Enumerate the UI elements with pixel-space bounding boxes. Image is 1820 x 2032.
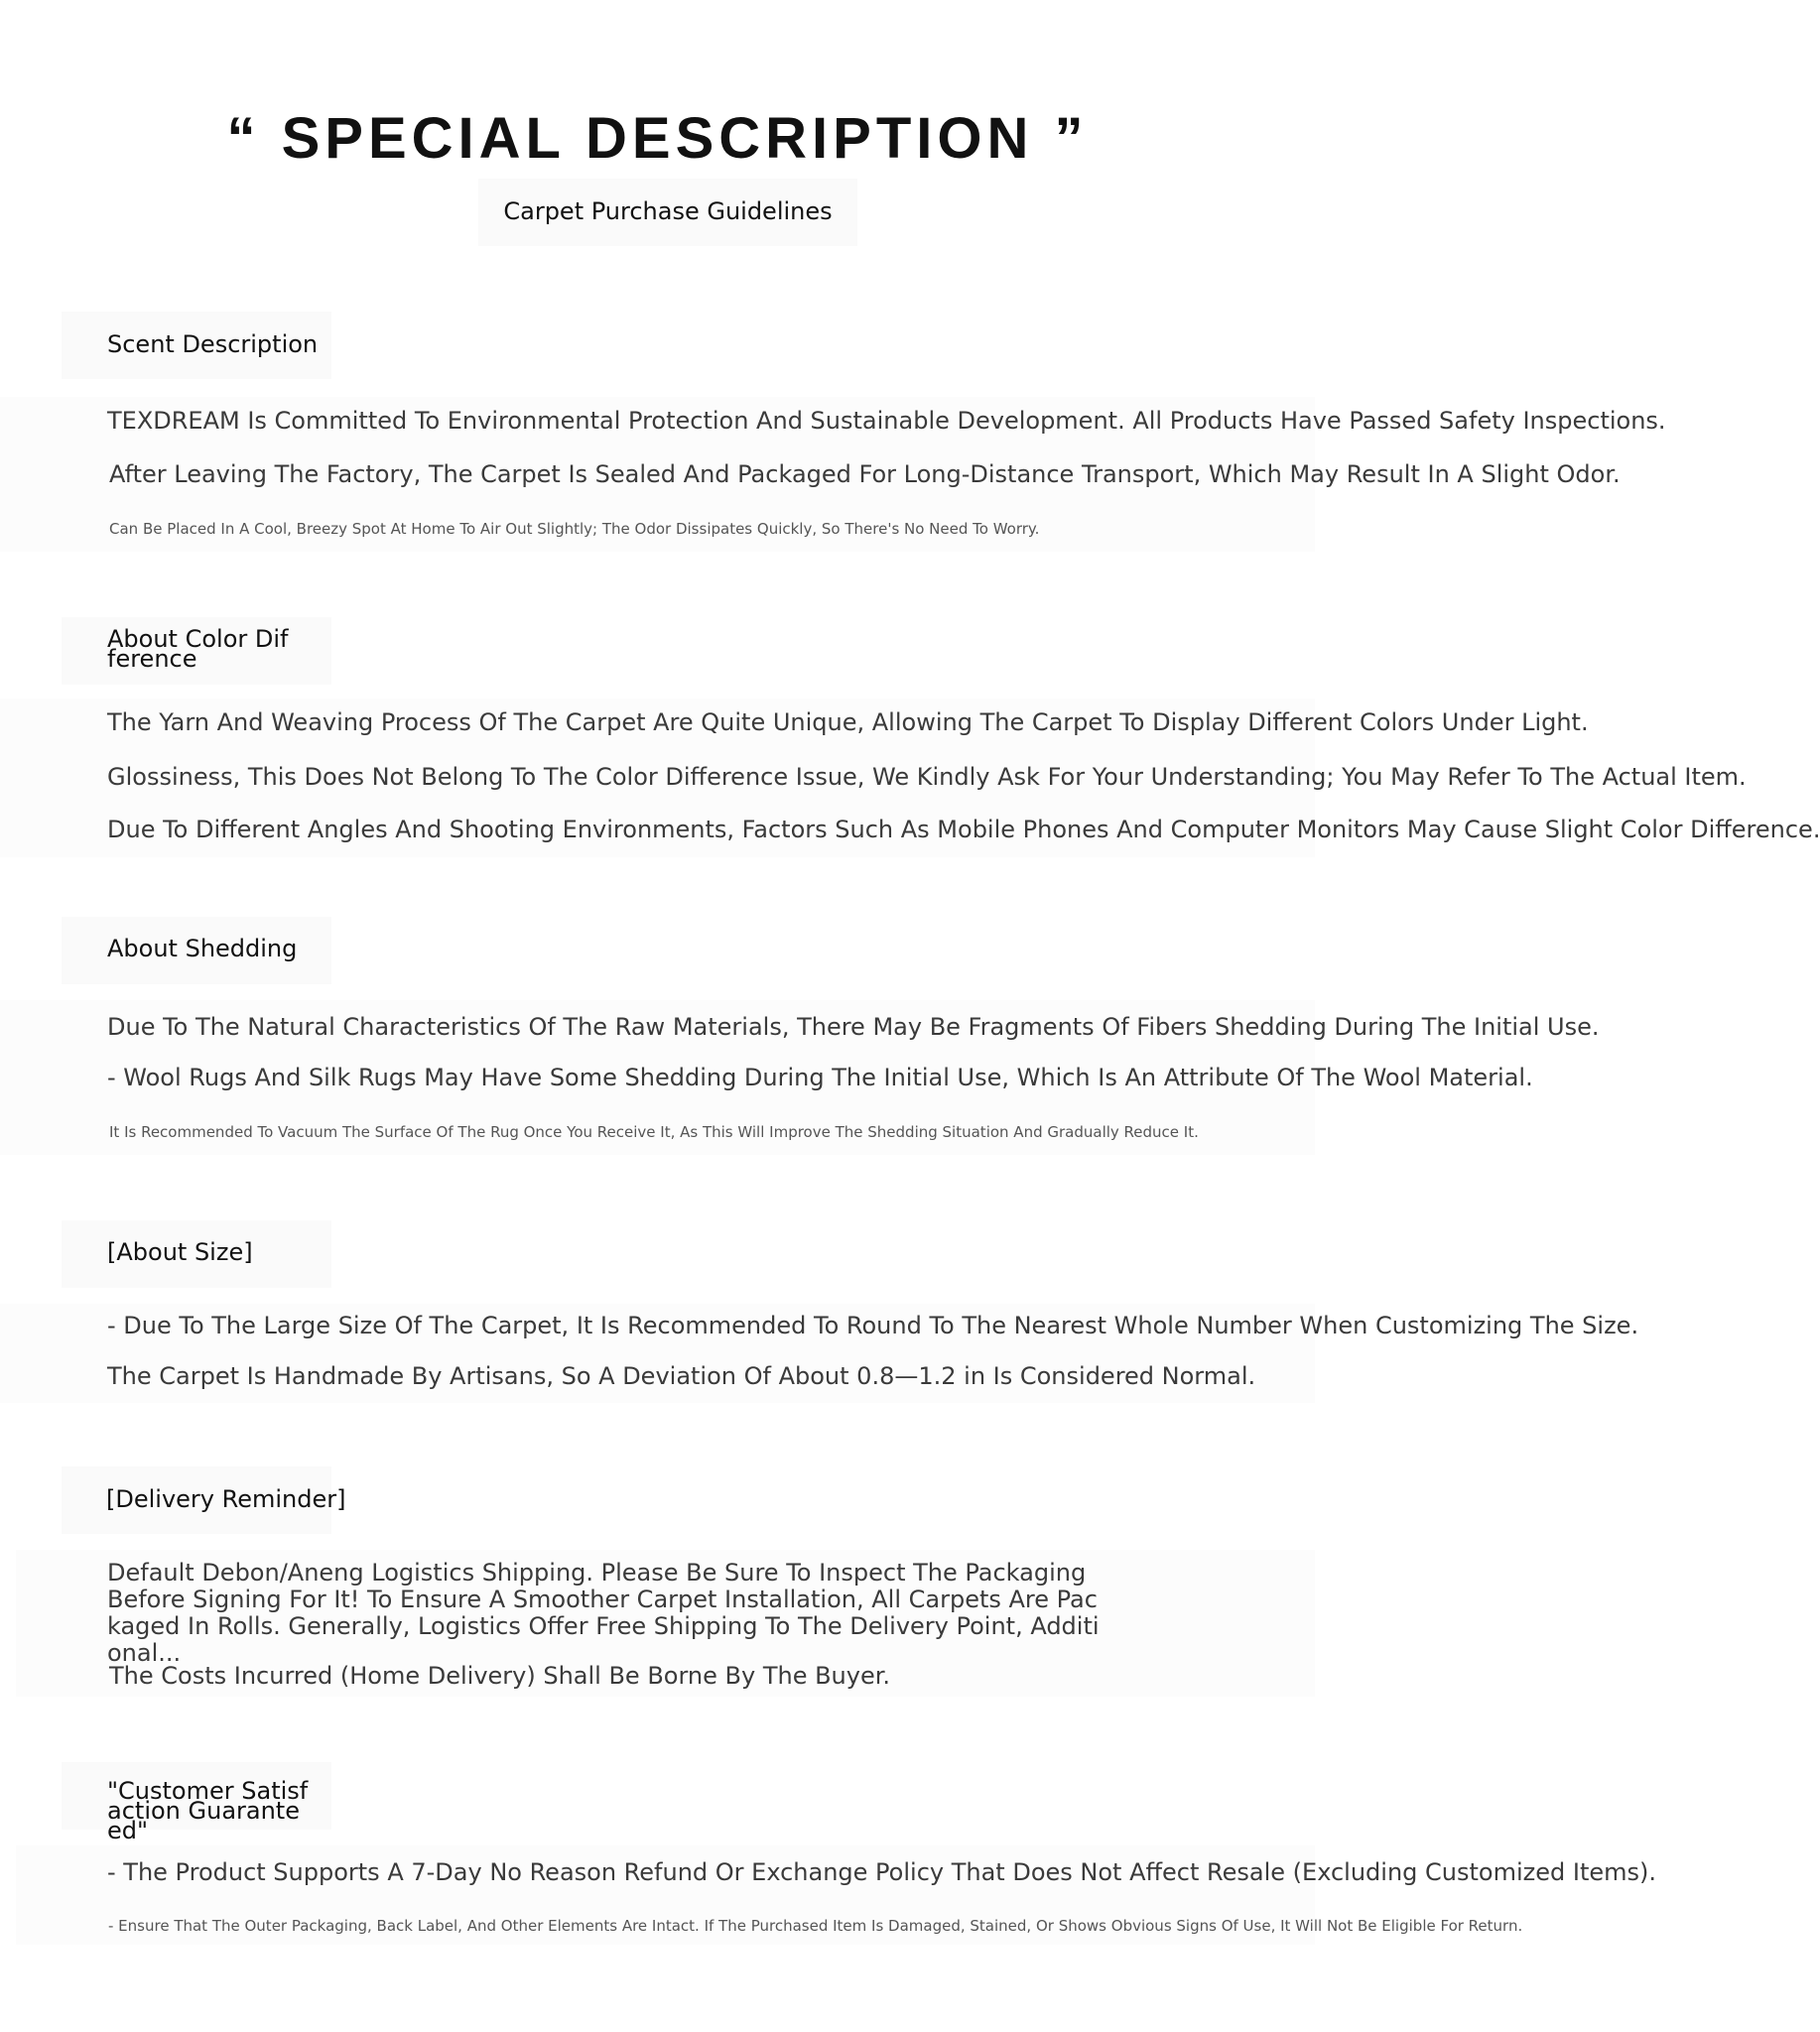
section-heading-color-difference: About Color Difference (107, 625, 289, 673)
size-line-2: The Carpet Is Handmade By Artisans, So A Deviation Of About 0.8—1.2 in Is Considered Normal. (107, 1362, 1256, 1390)
section-heading-delivery: [Delivery Reminder] (106, 1485, 346, 1513)
shedding-line-2: - Wool Rugs And Silk Rugs May Have Some Shedding During The Initial Use, Which Is An Attribute Of The Wool Material. (107, 1064, 1533, 1091)
size-line-1: - Due To The Large Size Of The Carpet, It Is Recommended To Round To The Nearest Whole Number When Customizing The Size. (107, 1312, 1639, 1339)
delivery-line-1: The Costs Incurred (Home Delivery) Shall Be Borne By The Buyer. (109, 1662, 891, 1690)
section-heading-size: [About Size] (107, 1238, 253, 1266)
scent-line-3: Can Be Placed In A Cool, Breezy Spot At Home To Air Out Slightly; The Odor Dissipates Quickly, So There's No Need To Worry. (109, 520, 1040, 538)
scent-line-2: After Leaving The Factory, The Carpet Is Sealed And Packaged For Long-Distance Transport, Which May Result In A Slight Odor. (109, 460, 1621, 488)
section-heading-scent: Scent Description (107, 330, 319, 358)
color-line-1: The Yarn And Weaving Process Of The Carpet Are Quite Unique, Allowing The Carpet To Display Different Colors Under Light. (107, 708, 1589, 736)
section-heading-satisfaction: "Customer Satisfaction Guaranteed" (107, 1777, 309, 1844)
color-line-3: Due To Different Angles And Shooting Environments, Factors Such As Mobile Phones And Computer Monitors May Cause Slight Color Difference. (107, 816, 1820, 843)
satisfaction-line-1: - The Product Supports A 7-Day No Reason Refund Or Exchange Policy That Does Not Affect Resale (Excluding Customized Items). (107, 1858, 1656, 1886)
shedding-line-3: It Is Recommended To Vacuum The Surface Of The Rug Once You Receive It, As This Will Improve The Shedding Situation And Gradually Reduce It. (109, 1123, 1199, 1141)
satisfaction-line-2: - Ensure That The Outer Packaging, Back Label, And Other Elements Are Intact. If The Purchased Item Is Damaged, Stained, Or Shows Obvious Signs Of Use, It Will Not Be Eligible For Return. (108, 1917, 1523, 1935)
delivery-paragraph: Default Debon/Aneng Logistics Shipping. Please Be Sure To Inspect The Packaging Before Signing For It! To Ensure A Smoother Carpet Installation, All Carpets Are Packaged In Rolls. Generally, Logistics Offer Free Shipping To The Delivery Point, Additional... (107, 1559, 1100, 1667)
page-subtitle: Carpet Purchase Guidelines (503, 197, 833, 225)
scent-line-1: TEXDREAM Is Committed To Environmental Protection And Sustainable Development. All Products Have Passed Safety Inspections. (107, 407, 1666, 435)
shedding-line-1: Due To The Natural Characteristics Of The Raw Materials, There May Be Fragments Of Fibers Shedding During The Initial Use. (107, 1013, 1600, 1041)
section-heading-shedding: About Shedding (107, 935, 298, 962)
page-title: “ SPECIAL DESCRIPTION ” (226, 106, 1089, 171)
color-line-2: Glossiness, This Does Not Belong To The Color Difference Issue, We Kindly Ask For Your Understanding; You May Refer To The Actual Item. (107, 763, 1747, 791)
